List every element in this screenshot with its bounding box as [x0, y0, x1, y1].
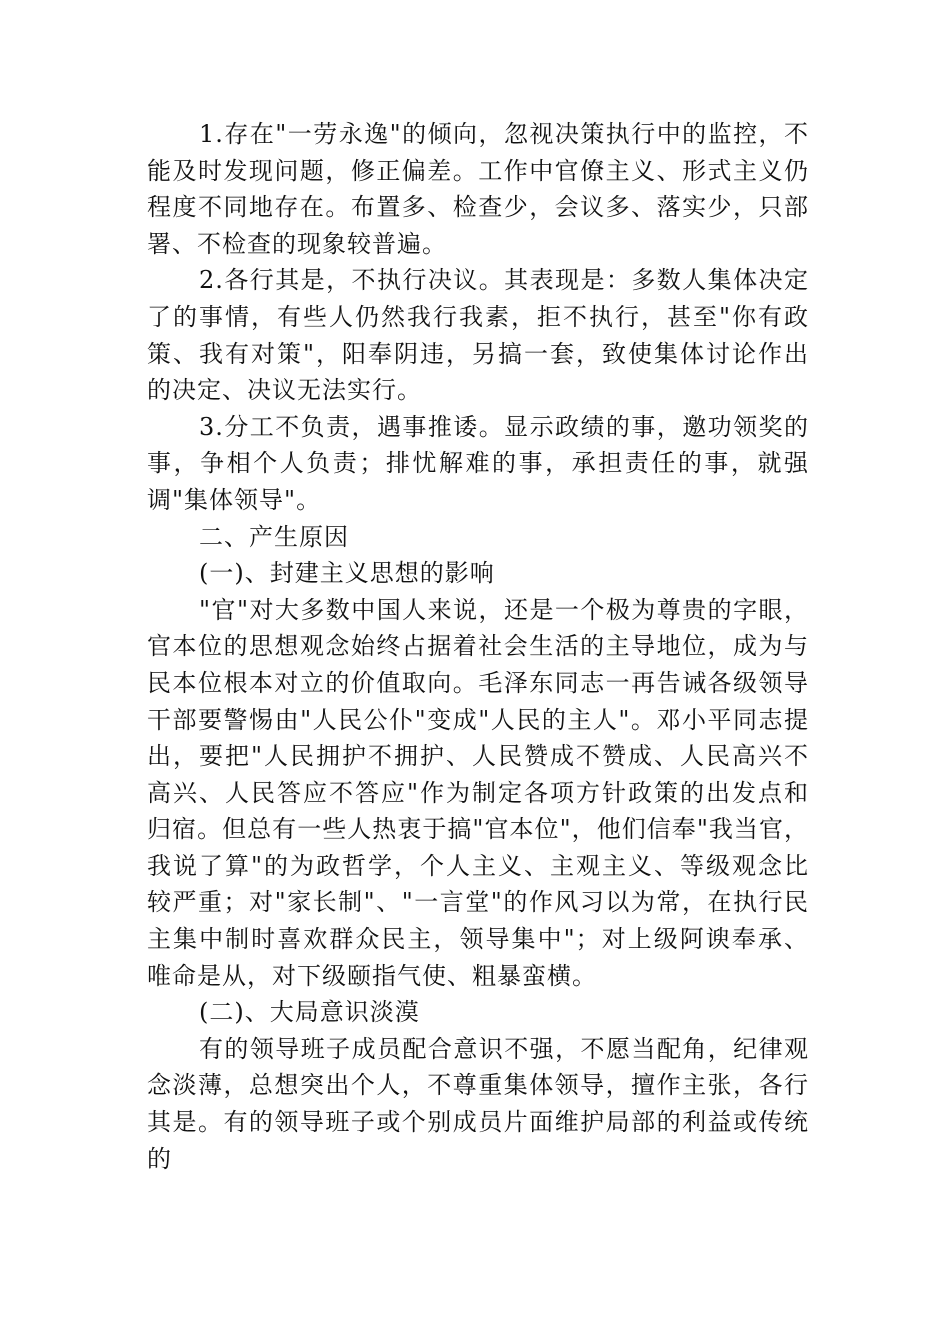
section-heading-causes: 二、产生原因 — [199, 522, 349, 551]
paragraph-weak-overall-awareness: 有的领导班子成员配合意识不强，不愿当配角，纪律观念淡薄，总想突出个人，不尊重集体领导，擅作主张，各行其是。有的领导班子或个别成员片面维护局部的利益或传统的 — [147, 1034, 809, 1173]
paragraph-item-2-not-executing: 2.各行其是，不执行决议。其表现是：多数人集体决定了的事情，有些人仍然我行我素，拒不执行，甚至"你有政策、我有对策"，阳奉阴违，另搞一套，致使集体讨论作出的决定、决议无法实行。 — [147, 266, 809, 405]
document-body — [147, 116, 809, 1177]
subheading-weak-overall-awareness: (二)、大局意识淡漠 — [199, 998, 420, 1027]
paragraph-item-1-monitoring: 1.存在"一劳永逸"的倾向，忽视决策执行中的监控，不能及时发现问题，修正偏差。工作中官僚主义、形式主义仍程度不同地存在。布置多、检查少，会议多、落实少，只部署、不检查的现象较普遍。 — [147, 120, 809, 258]
paragraph-feudal-influence: "官"对大多数中国人来说，还是一个极为尊贵的字眼，官本位的思想观念始终占据着社会生活的主导地位，成为与民本位根本对立的价值取向。毛泽东同志一再告诫各级领导干部要警惕由"人民公仆"变成"人民的主人"。邓小平同志提出，要把"人民拥护不拥护、人民赞成不赞成、人民高兴不高兴、人民答应不答应"作为制定各项方针政策的出发点和归宿。但总有一些人热衷于搞"官本位"，他们信奉"我当官，我说了算"的为政哲学，个人主义、主观主义、等级观念比较严重；对"家长制"、"一言堂"的作风习以为常，在执行民主集中制时喜欢群众民主，领导集中"；对上级阿谀奉承、唯命是从，对下级颐指气使、粗暴蛮横。 — [147, 595, 809, 990]
paragraph-item-3-shirking: 3.分工不负责，遇事推诿。显示政绩的事，邀功领奖的事，争相个人负责；排忧解难的事，承担责任的事，就强调"集体领导"。 — [147, 412, 809, 514]
subheading-feudal-influence: (一)、封建主义思想的影响 — [199, 559, 495, 588]
